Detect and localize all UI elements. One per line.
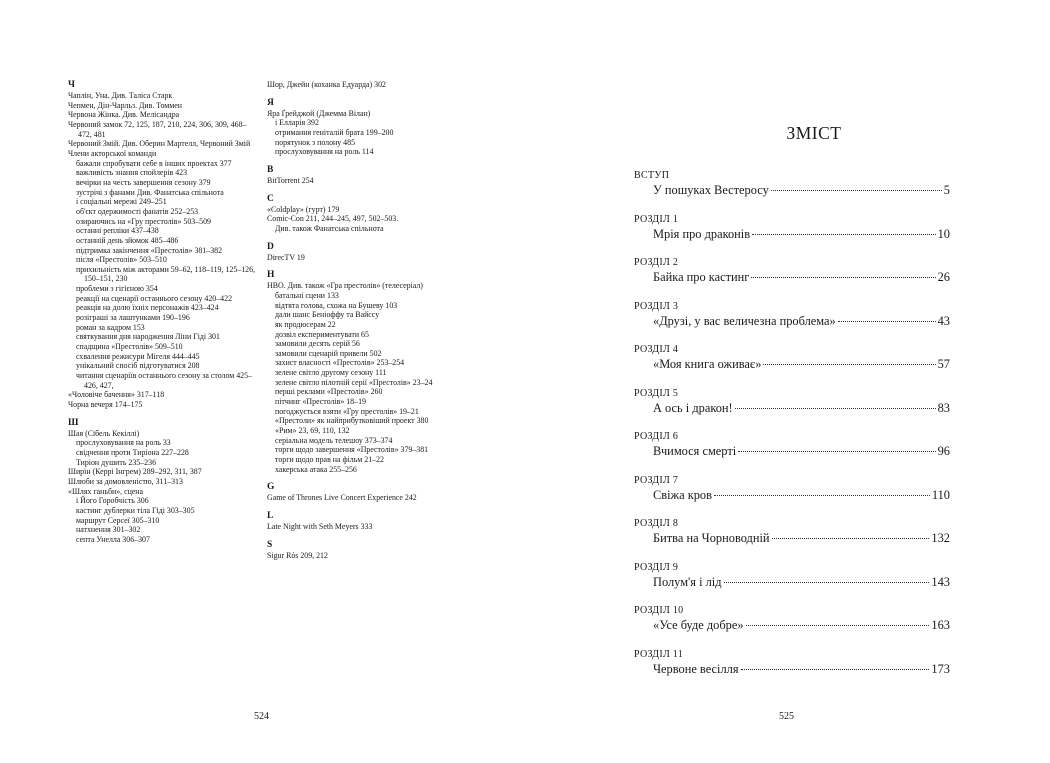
toc-item[interactable] bbox=[634, 301, 950, 345]
toc-dot-leader bbox=[714, 495, 930, 496]
toc-chapter-title: Червоне весілля bbox=[653, 661, 739, 676]
toc-entry-line bbox=[634, 574, 950, 591]
toc-item[interactable] bbox=[634, 649, 950, 693]
index-subentry: проблеми з гігієною 354 bbox=[76, 284, 158, 294]
index-subentry: зелене світло пілотній серії «Престолів» 23–24 bbox=[275, 377, 433, 387]
toc-dot-leader bbox=[838, 321, 936, 322]
index-entry: «Чоловіче бачення» 317–118 bbox=[68, 390, 165, 400]
index-subentry: торги щодо завершення «Престолів» 379–381 bbox=[275, 445, 429, 455]
toc-item[interactable] bbox=[634, 605, 950, 649]
index-subentry: реакції на сценарії останнього сезону 420–422 bbox=[76, 293, 233, 303]
index-entry: Шлюби за домовленістю, 311–313 bbox=[68, 476, 183, 486]
toc-page-number: 163 bbox=[931, 618, 950, 632]
table-of-contents bbox=[634, 170, 950, 692]
index-subentry: відтята голова, схожа на Бушеву 103 bbox=[275, 300, 398, 310]
index-entry: Чепмен, Дін-Чарльз. Див. Томмен bbox=[68, 100, 183, 110]
toc-item[interactable] bbox=[634, 257, 950, 301]
index-subentry: читання сценаріїв останнього сезону за столом 425–426, 427, bbox=[76, 371, 253, 390]
toc-page-number: 143 bbox=[931, 574, 950, 589]
index-subentry: погоджується взяти «Гру престолів» 19–21 bbox=[275, 406, 419, 416]
index-letter-heading: Ч bbox=[68, 80, 75, 90]
index-subentry: спадщина «Престолів» 509–510 bbox=[76, 342, 183, 352]
toc-page-number: 110 bbox=[931, 487, 950, 502]
index-entry: Ширін (Керрі Інгрем) 289–292, 311, 387 bbox=[68, 467, 202, 477]
index-subentry: озираючись на «Гру престолів» 503–509 bbox=[76, 216, 212, 226]
index-subentry: хакерська атака 255–256 bbox=[275, 464, 357, 474]
index-entry: DirecTV 19 bbox=[267, 252, 305, 262]
toc-page-number: 10 bbox=[937, 226, 950, 241]
toc-chapter-label: ВСТУП bbox=[634, 170, 670, 181]
index-subentry: септа Унелла 306–307 bbox=[76, 534, 150, 544]
toc-chapter-label: РОЗДІЛ 10 bbox=[634, 605, 684, 616]
page-number-right: 525 bbox=[779, 711, 794, 722]
toc-entry-line bbox=[634, 182, 950, 199]
toc-chapter-title: Мрія про драконів bbox=[653, 226, 751, 241]
index-subentry: захист власності «Престолів» 253–254 bbox=[275, 358, 405, 368]
toc-chapter-title: «Усе буде добре» bbox=[653, 618, 744, 632]
index-subentry: дозвіл експериментувати 65 bbox=[275, 329, 369, 339]
toc-dot-leader bbox=[735, 408, 936, 409]
toc-item[interactable] bbox=[634, 562, 950, 606]
toc-chapter-title: У пошуках Вестеросу bbox=[653, 183, 769, 197]
index-subentry: бажали спробувати себе в інших проектах 377 bbox=[76, 158, 232, 168]
toc-entry-line bbox=[634, 443, 950, 460]
index-subentry: підтримка закінчення «Престолів» 381–382 bbox=[76, 245, 223, 255]
toc-entry-line bbox=[634, 487, 950, 504]
toc-item[interactable] bbox=[634, 170, 950, 214]
index-letter-heading: Я bbox=[267, 97, 274, 108]
toc-page-number: 5 bbox=[943, 183, 950, 197]
toc-page-number: 57 bbox=[937, 357, 950, 371]
index-subentry: прослуховування на роль 33 bbox=[76, 438, 171, 448]
index-subentry: дали шанс Беніоффу та Вайссу bbox=[275, 310, 380, 320]
index-entry: Шая (Сібель Кекіллі) bbox=[68, 428, 140, 438]
toc-chapter-title: Полум'я і лід bbox=[653, 574, 722, 589]
index-entry: Sigur Rós 209, 212 bbox=[267, 550, 328, 560]
index-entry: Чаплін, Уна. Див. Таліса Старк bbox=[68, 91, 173, 100]
index-subentry: реакція на долю їхніх персонажів 423–424 bbox=[76, 303, 219, 313]
index-letter-heading: B bbox=[267, 164, 274, 175]
toc-page-number: 43 bbox=[937, 313, 950, 328]
toc-chapter-label: РОЗДІЛ 4 bbox=[634, 344, 679, 355]
toc-page-number: 132 bbox=[931, 531, 950, 545]
toc-dot-leader bbox=[763, 364, 935, 365]
index-entry: Червоний замок 72, 125, 187, 210, 224, 306, 309, 468–472, 481 bbox=[68, 119, 247, 139]
index-entry: BitTorrent 254 bbox=[267, 175, 314, 185]
index-subentry: як продюсерам 22 bbox=[275, 319, 336, 329]
index-subentry: «Престоли» як найприбутковіший проект 380 bbox=[275, 416, 429, 426]
toc-entry-line bbox=[634, 269, 950, 286]
index-subentry: роман за кадром 153 bbox=[76, 322, 145, 332]
toc-chapter-label: РОЗДІЛ 3 bbox=[634, 300, 679, 312]
toc-dot-leader bbox=[771, 190, 942, 191]
page-number-left: 524 bbox=[254, 711, 269, 722]
index-subentry: замовили сценарій привели 502 bbox=[275, 348, 382, 358]
index-subentry: важливість знання спойлерів 423 bbox=[76, 168, 188, 178]
index-subentry: останній день зйомок 485–486 bbox=[76, 235, 179, 245]
toc-chapter-label: РОЗДІЛ 7 bbox=[634, 474, 679, 486]
index-entry: Шор, Джейн (коханка Едуарда) 302 bbox=[267, 80, 386, 89]
index-subentry: торги щодо прав на фільм 21–22 bbox=[275, 455, 384, 465]
toc-chapter-label: РОЗДІЛ 2 bbox=[634, 257, 679, 268]
index-entry: Game of Thrones Live Concert Experience 242 bbox=[267, 493, 417, 503]
index-entry: Comic-Con 211, 244–245, 497, 502–503. bbox=[267, 214, 399, 224]
index-entry: HBO. Див. також «Гра престолів» (телесеріал) bbox=[267, 281, 423, 291]
toc-dot-leader bbox=[746, 625, 930, 626]
toc-dot-leader bbox=[751, 277, 935, 278]
index-subentry: і Елларія 392 bbox=[275, 118, 319, 128]
index-subentry: маршрут Серсеї 305–310 bbox=[76, 515, 160, 525]
index-subentry: унікальний спосіб підготуватися 208 bbox=[76, 361, 200, 371]
index-entry: «Шлях ганьби», сцена bbox=[68, 486, 144, 496]
toc-item[interactable] bbox=[634, 344, 950, 388]
index-subentry: свідчення проти Тиріона 227–228 bbox=[76, 447, 189, 457]
index-entry: Червона Жінка. Див. Мелісандра bbox=[68, 110, 180, 120]
toc-item[interactable] bbox=[634, 518, 950, 562]
index-subentry: прихильність між акторами 59–62, 118–119, 125–126, 150–151, 230 bbox=[76, 264, 256, 284]
index-subentry: батальні сцени 133 bbox=[275, 290, 339, 300]
index-letter-heading: D bbox=[267, 241, 274, 252]
toc-page-number: 173 bbox=[931, 661, 950, 676]
toc-entry-line bbox=[634, 313, 950, 330]
toc-entry-line bbox=[634, 661, 950, 678]
index-entry: Late Night with Seth Meyers 333 bbox=[267, 522, 373, 531]
contents-title: ЗМІСТ bbox=[786, 123, 842, 143]
index-entry: «Coldplay» (гурт) 179 bbox=[267, 204, 340, 214]
index-subentry: святкування дня народження Ліни Гіді 301 bbox=[76, 332, 220, 342]
index-subentry: після «Престолів» 503–510 bbox=[76, 255, 167, 265]
toc-dot-leader bbox=[738, 451, 935, 452]
index-subentry: останні репліки 437–438 bbox=[76, 226, 159, 236]
toc-item[interactable] bbox=[634, 388, 950, 432]
toc-page-number: 26 bbox=[937, 270, 950, 284]
toc-entry-line bbox=[634, 356, 950, 373]
index-subentry: пітчинг «Престолів» 18–19 bbox=[275, 397, 366, 407]
toc-chapter-label: РОЗДІЛ 8 bbox=[634, 518, 679, 529]
index-subentry: розіграші за лаштунками 190–196 bbox=[76, 313, 190, 323]
toc-entry-line bbox=[634, 400, 950, 417]
index-subentry: серіальна модель телешоу 373–374 bbox=[275, 435, 393, 445]
toc-chapter-title: Свіжа кров bbox=[653, 487, 712, 502]
toc-entry-line bbox=[634, 226, 950, 243]
index-subentry: схвалення режисури Мігеля 444–445 bbox=[76, 351, 200, 361]
toc-item[interactable] bbox=[634, 214, 950, 258]
toc-chapter-title: Битва на Чорноводній bbox=[653, 531, 770, 545]
index-entry: Чорна вечеря 174–175 bbox=[68, 400, 143, 409]
toc-page-number: 83 bbox=[937, 400, 950, 415]
index-subentry: зелене світло другому сезону 111 bbox=[275, 368, 387, 378]
index-subentry: кастинг дублерки тіла Гіді 303–305 bbox=[76, 505, 195, 515]
index-subentry: зустрічі з фанами Див. Фанатська спільнота bbox=[76, 187, 224, 197]
toc-page-number: 96 bbox=[937, 444, 950, 458]
index-subentry: вечірки на честь завершення сезону 379 bbox=[76, 177, 211, 187]
index-subentry: і Його Горобчість 306 bbox=[76, 496, 149, 506]
contents-page bbox=[525, 0, 1050, 763]
toc-chapter-label: РОЗДІЛ 5 bbox=[634, 387, 679, 399]
toc-chapter-title: «Друзі, у вас величезна проблема» bbox=[653, 313, 836, 328]
index-subentry: і соціальні мережі 249–251 bbox=[76, 197, 167, 207]
toc-chapter-title: Вчимося смерті bbox=[653, 444, 737, 458]
index-subentry: замовили десять серій 56 bbox=[275, 339, 360, 349]
index-letter-heading: G bbox=[267, 482, 275, 493]
toc-chapter-title: А ось і дракон! bbox=[653, 400, 733, 415]
toc-chapter-title: Байка про кастинг bbox=[653, 270, 750, 284]
index-subentry: Тиріон душить 235–236 bbox=[76, 457, 157, 467]
toc-chapter-label: РОЗДІЛ 9 bbox=[634, 561, 679, 573]
toc-chapter-title: «Моя книга оживає» bbox=[653, 357, 762, 371]
toc-entry-line bbox=[634, 530, 950, 547]
toc-entry-line bbox=[634, 617, 950, 634]
toc-item[interactable] bbox=[634, 431, 950, 475]
index-letter-heading: S bbox=[267, 539, 273, 550]
index-subentry: прослуховування на роль 114 bbox=[275, 147, 374, 157]
index-letter-heading: C bbox=[267, 193, 274, 204]
index-subentry: перші реклами «Престолів» 260 bbox=[275, 387, 383, 397]
toc-chapter-label: РОЗДІЛ 1 bbox=[634, 213, 679, 225]
index-subentry: натхнення 301–302 bbox=[76, 525, 141, 535]
index-subentry: Див. також Фанатська спільнота bbox=[275, 223, 384, 233]
index-entry: Члени акторської команди bbox=[68, 148, 157, 158]
index-column-2 bbox=[267, 80, 467, 560]
index-letter-heading: L bbox=[267, 511, 274, 521]
toc-chapter-label: РОЗДІЛ 11 bbox=[634, 648, 684, 660]
index-column-1 bbox=[68, 80, 258, 545]
index-subentry: об'єкт одержимості фанатів 252–253 bbox=[76, 206, 199, 216]
toc-dot-leader bbox=[772, 538, 930, 539]
index-letter-heading: H bbox=[267, 270, 275, 281]
index-letter-heading: Ш bbox=[68, 417, 79, 428]
toc-dot-leader bbox=[752, 234, 936, 235]
index-entry: Червоний Змій. Див. Оберин Мартелл, Червоний Змій bbox=[68, 139, 251, 149]
index-subentry: отримання геніталій брата 199–200 bbox=[275, 127, 394, 137]
index-subentry: «Рим» 23, 69, 110, 132 bbox=[275, 426, 350, 436]
toc-dot-leader bbox=[724, 582, 930, 583]
toc-chapter-label: РОЗДІЛ 6 bbox=[634, 431, 679, 442]
toc-item[interactable] bbox=[634, 475, 950, 519]
toc-dot-leader bbox=[741, 669, 930, 670]
index-subentry: порятунок з полону 485 bbox=[275, 137, 356, 147]
index-entry: Яра Ґрейджой (Джемма Вілан) bbox=[267, 108, 371, 118]
